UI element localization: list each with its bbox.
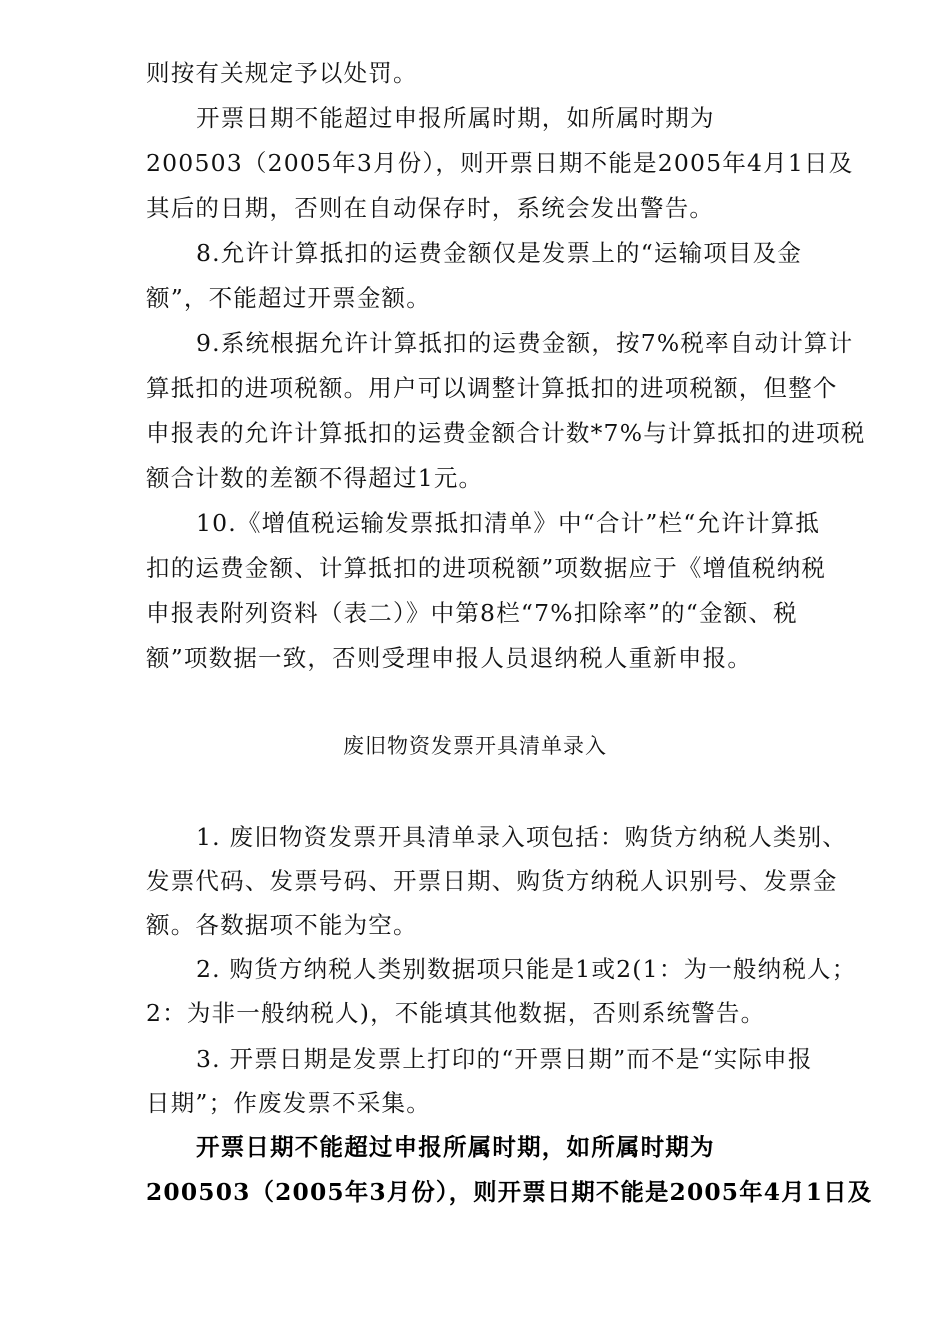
paragraph-line: 200503（2005年3月份），则开票日期不能是2005年4月1日及 bbox=[146, 149, 854, 177]
paragraph-line: 1. 废旧物资发票开具清单录入项包括：购货方纳税人类别、 bbox=[196, 823, 847, 851]
paragraph-line: 10.《增值税运输发票抵扣清单》中“合计”栏“允许计算抵 bbox=[196, 509, 821, 537]
paragraph-line: 开票日期不能超过申报所属时期，如所属时期为 bbox=[196, 104, 715, 132]
paragraph-line: 额”，不能超过开票金额。 bbox=[146, 284, 431, 312]
paragraph-line: 3. 开票日期是发票上打印的“开票日期”而不是“实际申报 bbox=[196, 1045, 813, 1073]
paragraph-line: 则按有关规定予以处罚。 bbox=[146, 59, 418, 87]
paragraph-line: 其后的日期，否则在自动保存时，系统会发出警告。 bbox=[146, 194, 715, 222]
bold-note-line: 200503（2005年3月份），则开票日期不能是2005年4月1日及 bbox=[146, 1178, 873, 1206]
section-heading: 废旧物资发票开具清单录入 bbox=[343, 734, 607, 758]
paragraph-line: 9.系统根据允许计算抵扣的运费金额，按7%税率自动计算计 bbox=[196, 329, 854, 357]
paragraph-line: 额。各数据项不能为空。 bbox=[146, 911, 418, 939]
paragraph-line: 算抵扣的进项税额。用户可以调整计算抵扣的进项税额，但整个 bbox=[146, 374, 838, 402]
bold-note-line: 开票日期不能超过申报所属时期，如所属时期为 bbox=[196, 1133, 715, 1161]
paragraph-line: 发票代码、发票号码、开票日期、购货方纳税人识别号、发票金 bbox=[146, 867, 838, 895]
paragraph-line: 2：为非一般纳税人)，不能填其他数据，否则系统警告。 bbox=[146, 999, 766, 1027]
paragraph-line: 2. 购货方纳税人类别数据项只能是1或2(1：为一般纳税人； bbox=[196, 955, 857, 983]
paragraph-line: 日期”；作废发票不采集。 bbox=[146, 1089, 431, 1117]
paragraph-line: 申报表附列资料（表二）》中第8栏“7%扣除率”的“金额、税 bbox=[146, 599, 798, 627]
paragraph-line: 申报表的允许计算抵扣的运费金额合计数*7%与计算抵扣的进项税 bbox=[146, 419, 866, 447]
paragraph-line: 8.允许计算抵扣的运费金额仅是发票上的“运输项目及金 bbox=[196, 239, 803, 267]
paragraph-line: 额”项数据一致，否则受理申报人员退纳税人重新申报。 bbox=[146, 644, 753, 672]
paragraph-line: 扣的运费金额、计算抵扣的进项税额”项数据应于《增值税纳税 bbox=[146, 554, 827, 582]
paragraph-line: 额合计数的差额不得超过1元。 bbox=[146, 464, 484, 492]
